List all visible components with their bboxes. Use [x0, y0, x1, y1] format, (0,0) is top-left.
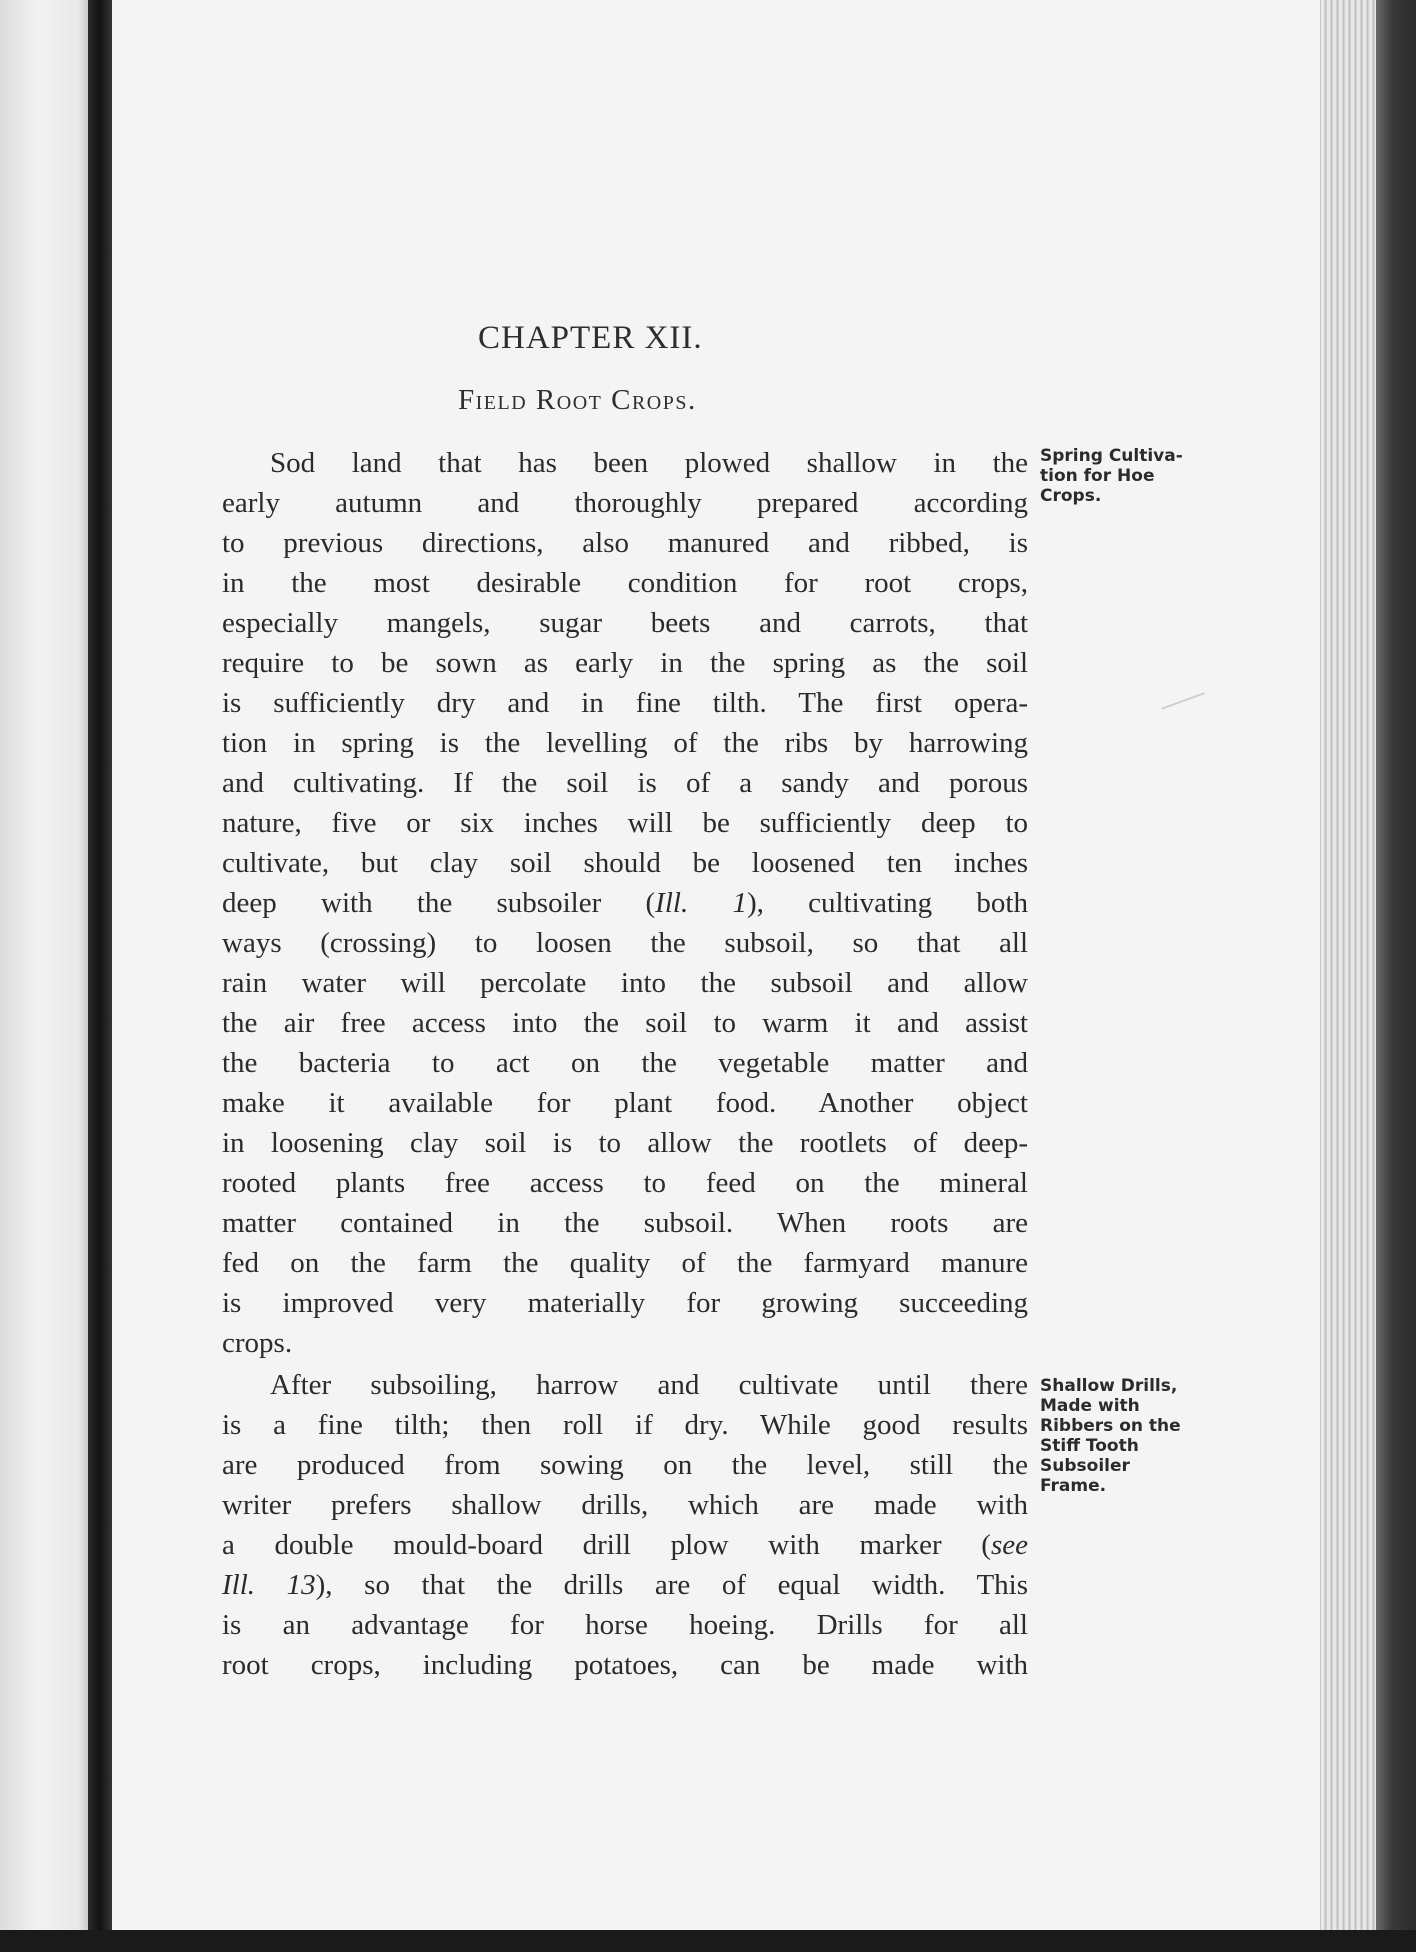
body-text-line: is improved very materially for growing succeeding: [222, 1287, 1028, 1319]
body-text-line: early autumn and thoroughly prepared according: [222, 487, 1028, 519]
body-text-line: and cultivating. If the soil is of a sandy and porous: [222, 767, 1028, 799]
body-text-line: Sod land that has been plowed shallow in the: [270, 447, 1028, 479]
body-text-line: nature, five or six inches will be sufficiently deep to: [222, 807, 1028, 839]
margin-note-line: Stiff Tooth: [1040, 1436, 1139, 1456]
body-text-line: Ill. 13), so that the drills are of equal width. This: [222, 1569, 1029, 1601]
margin-note-line: Spring Cultiva-: [1040, 446, 1183, 466]
body-text-line: especially mangels, sugar beets and carrots, that: [222, 607, 1028, 639]
margin-note-line: tion for Hoe: [1040, 466, 1155, 486]
body-text-line: crops.: [222, 1327, 293, 1359]
chapter-title: CHAPTER XII.: [478, 320, 703, 356]
body-text-line: After subsoiling, harrow and cultivate until there: [270, 1369, 1028, 1401]
body-text-line: writer prefers shallow drills, which are made with: [222, 1489, 1028, 1521]
margin-note-line: Subsoiler: [1040, 1456, 1130, 1476]
margin-note-shallow-drills: [1040, 1376, 1220, 1496]
page-edges: [1320, 0, 1379, 1945]
book-gutter: [88, 0, 114, 1952]
body-text-line: the air free access into the soil to warm it and assist: [222, 1007, 1028, 1039]
margin-note-line: Made with: [1040, 1396, 1140, 1416]
margin-note-spring-cultivation: [1040, 446, 1220, 506]
body-text-line: tion in spring is the levelling of the ribs by harrowing: [222, 727, 1028, 759]
body-text-line: the bacteria to act on the vegetable matter and: [222, 1047, 1028, 1079]
body-text-line: cultivate, but clay soil should be loosened ten inches: [222, 847, 1028, 879]
body-text-line: fed on the farm the quality of the farmyard manure: [222, 1247, 1028, 1279]
body-text-line: is a fine tilth; then roll if dry. While good results: [222, 1409, 1028, 1441]
body-text-line: in the most desirable condition for root crops,: [222, 567, 1028, 599]
section-title: Field Root Crops.: [458, 384, 697, 416]
margin-note-line: Ribbers on the: [1040, 1416, 1181, 1436]
body-text-line: make it available for plant food. Another object: [222, 1087, 1028, 1119]
body-text-line: is an advantage for horse hoeing. Drills for all: [222, 1609, 1028, 1641]
facing-page-edge: [0, 0, 92, 1952]
body-text-line: a double mould-board drill plow with marker (see: [222, 1529, 1028, 1561]
body-text-line: in loosening clay soil is to allow the rootlets of deep-: [222, 1127, 1028, 1159]
book-cover-edge: [1376, 0, 1416, 1952]
body-text-line: require to be sown as early in the spring as the soil: [222, 647, 1028, 679]
body-text-line: deep with the subsoiler (Ill. 1), cultivating both: [222, 887, 1028, 919]
body-text-line: ways (crossing) to loosen the subsoil, so that all: [222, 927, 1028, 959]
body-text-line: to previous directions, also manured and ribbed, is: [222, 527, 1028, 559]
scan-bottom-border: [0, 1930, 1416, 1952]
body-text-line: root crops, including potatoes, can be made with: [222, 1649, 1028, 1681]
body-text-line: rain water will percolate into the subsoil and allow: [222, 967, 1028, 999]
margin-note-line: Crops.: [1040, 486, 1102, 506]
body-text-line: are produced from sowing on the level, still the: [222, 1449, 1028, 1481]
margin-note-line: Shallow Drills,: [1040, 1376, 1178, 1396]
body-text-line: matter contained in the subsoil. When roots are: [222, 1207, 1028, 1239]
body-text-line: rooted plants free access to feed on the mineral: [222, 1167, 1028, 1199]
body-text-line: is sufficiently dry and in fine tilth. The first opera-: [222, 687, 1028, 719]
margin-note-line: Frame.: [1040, 1476, 1107, 1496]
